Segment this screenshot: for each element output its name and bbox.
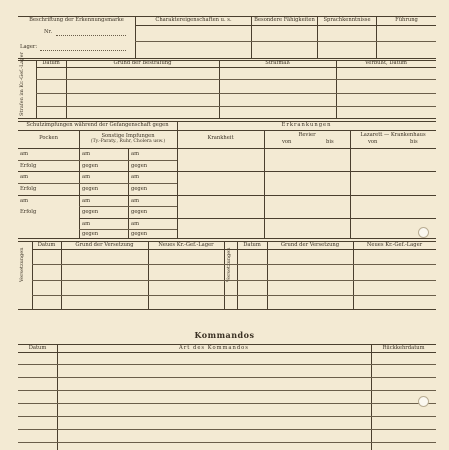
impf-cell: am <box>131 151 140 157</box>
rule <box>61 241 62 309</box>
charakter-label: Charaktereigenschaften u. s. <box>155 17 232 23</box>
rule <box>18 403 436 404</box>
rule <box>32 264 436 265</box>
rule <box>36 79 436 80</box>
lazarett-von: von <box>368 139 378 145</box>
impf-cell: Erfolg <box>20 209 37 215</box>
nr-label: Nr. <box>44 29 53 35</box>
rule <box>18 160 177 161</box>
rule <box>18 429 436 430</box>
impf-cell: am <box>82 174 91 180</box>
revier-label: Revier <box>298 132 316 138</box>
rule <box>18 118 436 119</box>
impf-cell: gegen <box>131 209 148 215</box>
vers-grund: Grund der Versetzung <box>75 242 134 248</box>
fuehrung-label: Führung <box>395 17 418 23</box>
nr-line <box>56 35 126 36</box>
impf-cell: am <box>131 174 140 180</box>
sonstige-label: Sonstige Impfungen <box>101 133 155 139</box>
lager-label: Lager: <box>20 44 38 50</box>
lazarett-label: Lazarett — Krankenhaus <box>360 132 426 138</box>
rule <box>18 130 436 131</box>
impf-cell: gegen <box>82 231 99 237</box>
rule <box>18 183 177 184</box>
rule <box>79 218 436 219</box>
vers-neues: Neues Kr.-Gef.-Lager <box>158 242 214 248</box>
kommandos-datum: Datum <box>28 345 47 351</box>
impf-cell: gegen <box>82 163 99 169</box>
rule <box>371 344 372 450</box>
vers-grund-2: Grund der Versetzung <box>280 242 340 248</box>
krankheit-label: Krankheit <box>207 135 234 141</box>
impf-cell: gegen <box>82 186 99 192</box>
rule <box>353 241 354 309</box>
kommandos-title: Kommandos <box>194 330 255 340</box>
punch-hole <box>418 227 429 238</box>
versetzungen-side-label-left: Versetzungen <box>19 247 25 282</box>
rule <box>18 58 436 59</box>
rule <box>18 238 436 239</box>
impf-cell: am <box>20 198 29 204</box>
impf-cell: gegen <box>131 186 148 192</box>
impf-cell: Erfolg <box>20 163 37 169</box>
impf-cell: am <box>131 198 140 204</box>
strafen-grund: Grund der Bestrafung <box>113 60 172 66</box>
rule <box>135 25 436 26</box>
rule <box>18 442 436 443</box>
strafen-side-label: Strafen im Kr.-Gef.-Lager <box>19 52 25 116</box>
lazarett-bis: bis <box>410 139 418 145</box>
impf-cell: gegen <box>131 231 148 237</box>
rule <box>18 390 436 391</box>
rule <box>224 241 225 309</box>
impf-cell: gegen <box>131 163 148 169</box>
rule <box>18 309 436 310</box>
sprach-label: Sprachkenntnisse <box>323 17 371 23</box>
vers-datum-2: Datum <box>243 242 261 248</box>
impf-cell: am <box>82 151 91 157</box>
sonstige-sub: (Ty.-Paraty., Ruhr, Cholera usw.) <box>90 139 166 144</box>
rule <box>135 41 436 42</box>
rule <box>32 241 33 309</box>
rule <box>128 148 129 238</box>
rule <box>18 352 436 353</box>
rule <box>36 67 436 68</box>
impf-cell: Erfolg <box>20 186 37 192</box>
faehigkeiten-label: Besondere Fähigkeiten <box>254 17 315 23</box>
impf-cell: am <box>20 151 29 157</box>
rule <box>32 249 436 250</box>
rule <box>79 206 177 207</box>
rule <box>18 416 436 417</box>
rule <box>66 60 67 118</box>
rule <box>18 364 436 365</box>
impf-cell: am <box>131 221 140 227</box>
rule <box>267 241 268 309</box>
rule <box>18 171 436 172</box>
punch-hole <box>418 396 429 407</box>
rule <box>336 60 337 118</box>
rule <box>264 130 265 238</box>
vers-datum: Datum <box>37 242 56 248</box>
revier-von: von <box>282 139 292 145</box>
kommandos-rueck: Rückkehrdatum <box>382 345 425 351</box>
rule <box>32 295 436 296</box>
impf-cell: gegen <box>82 209 99 215</box>
erkrankungen-header: Erkrankungen <box>281 122 332 128</box>
revier-bis: bis <box>326 139 334 145</box>
rule <box>237 241 238 309</box>
rule <box>79 229 177 230</box>
rule <box>57 344 58 450</box>
vers-neues-2: Neues Kr.-Gef.-Lager <box>366 242 423 248</box>
rule <box>18 195 436 196</box>
impf-header: Schutzimpfungen während der Gefangenschaft gegen <box>26 122 169 128</box>
kommandos-art: Art des Kommandos <box>179 345 249 351</box>
lager-line <box>40 50 126 51</box>
rule <box>18 377 436 378</box>
impf-cell: am <box>82 198 91 204</box>
pocken-label: Pocken <box>39 135 58 141</box>
strafen-verbuesst: Verbüßt, Datum <box>365 60 407 66</box>
impf-cell: am <box>20 174 29 180</box>
versetzungen-side-label-right: Versetzungen <box>226 247 232 282</box>
rule <box>350 130 351 238</box>
rule <box>36 93 436 94</box>
rule <box>36 60 37 118</box>
rule <box>32 280 436 281</box>
rule <box>18 148 436 149</box>
marke-label: Beschriftung der Erkennungsmarke <box>29 17 124 23</box>
impf-cell: am <box>82 221 91 227</box>
strafen-datum: Datum <box>42 60 60 66</box>
rule <box>79 130 80 238</box>
rule <box>148 241 149 309</box>
rule <box>36 106 436 107</box>
strafen-strafmass: Strafmaß <box>265 60 290 66</box>
rule <box>219 60 220 118</box>
